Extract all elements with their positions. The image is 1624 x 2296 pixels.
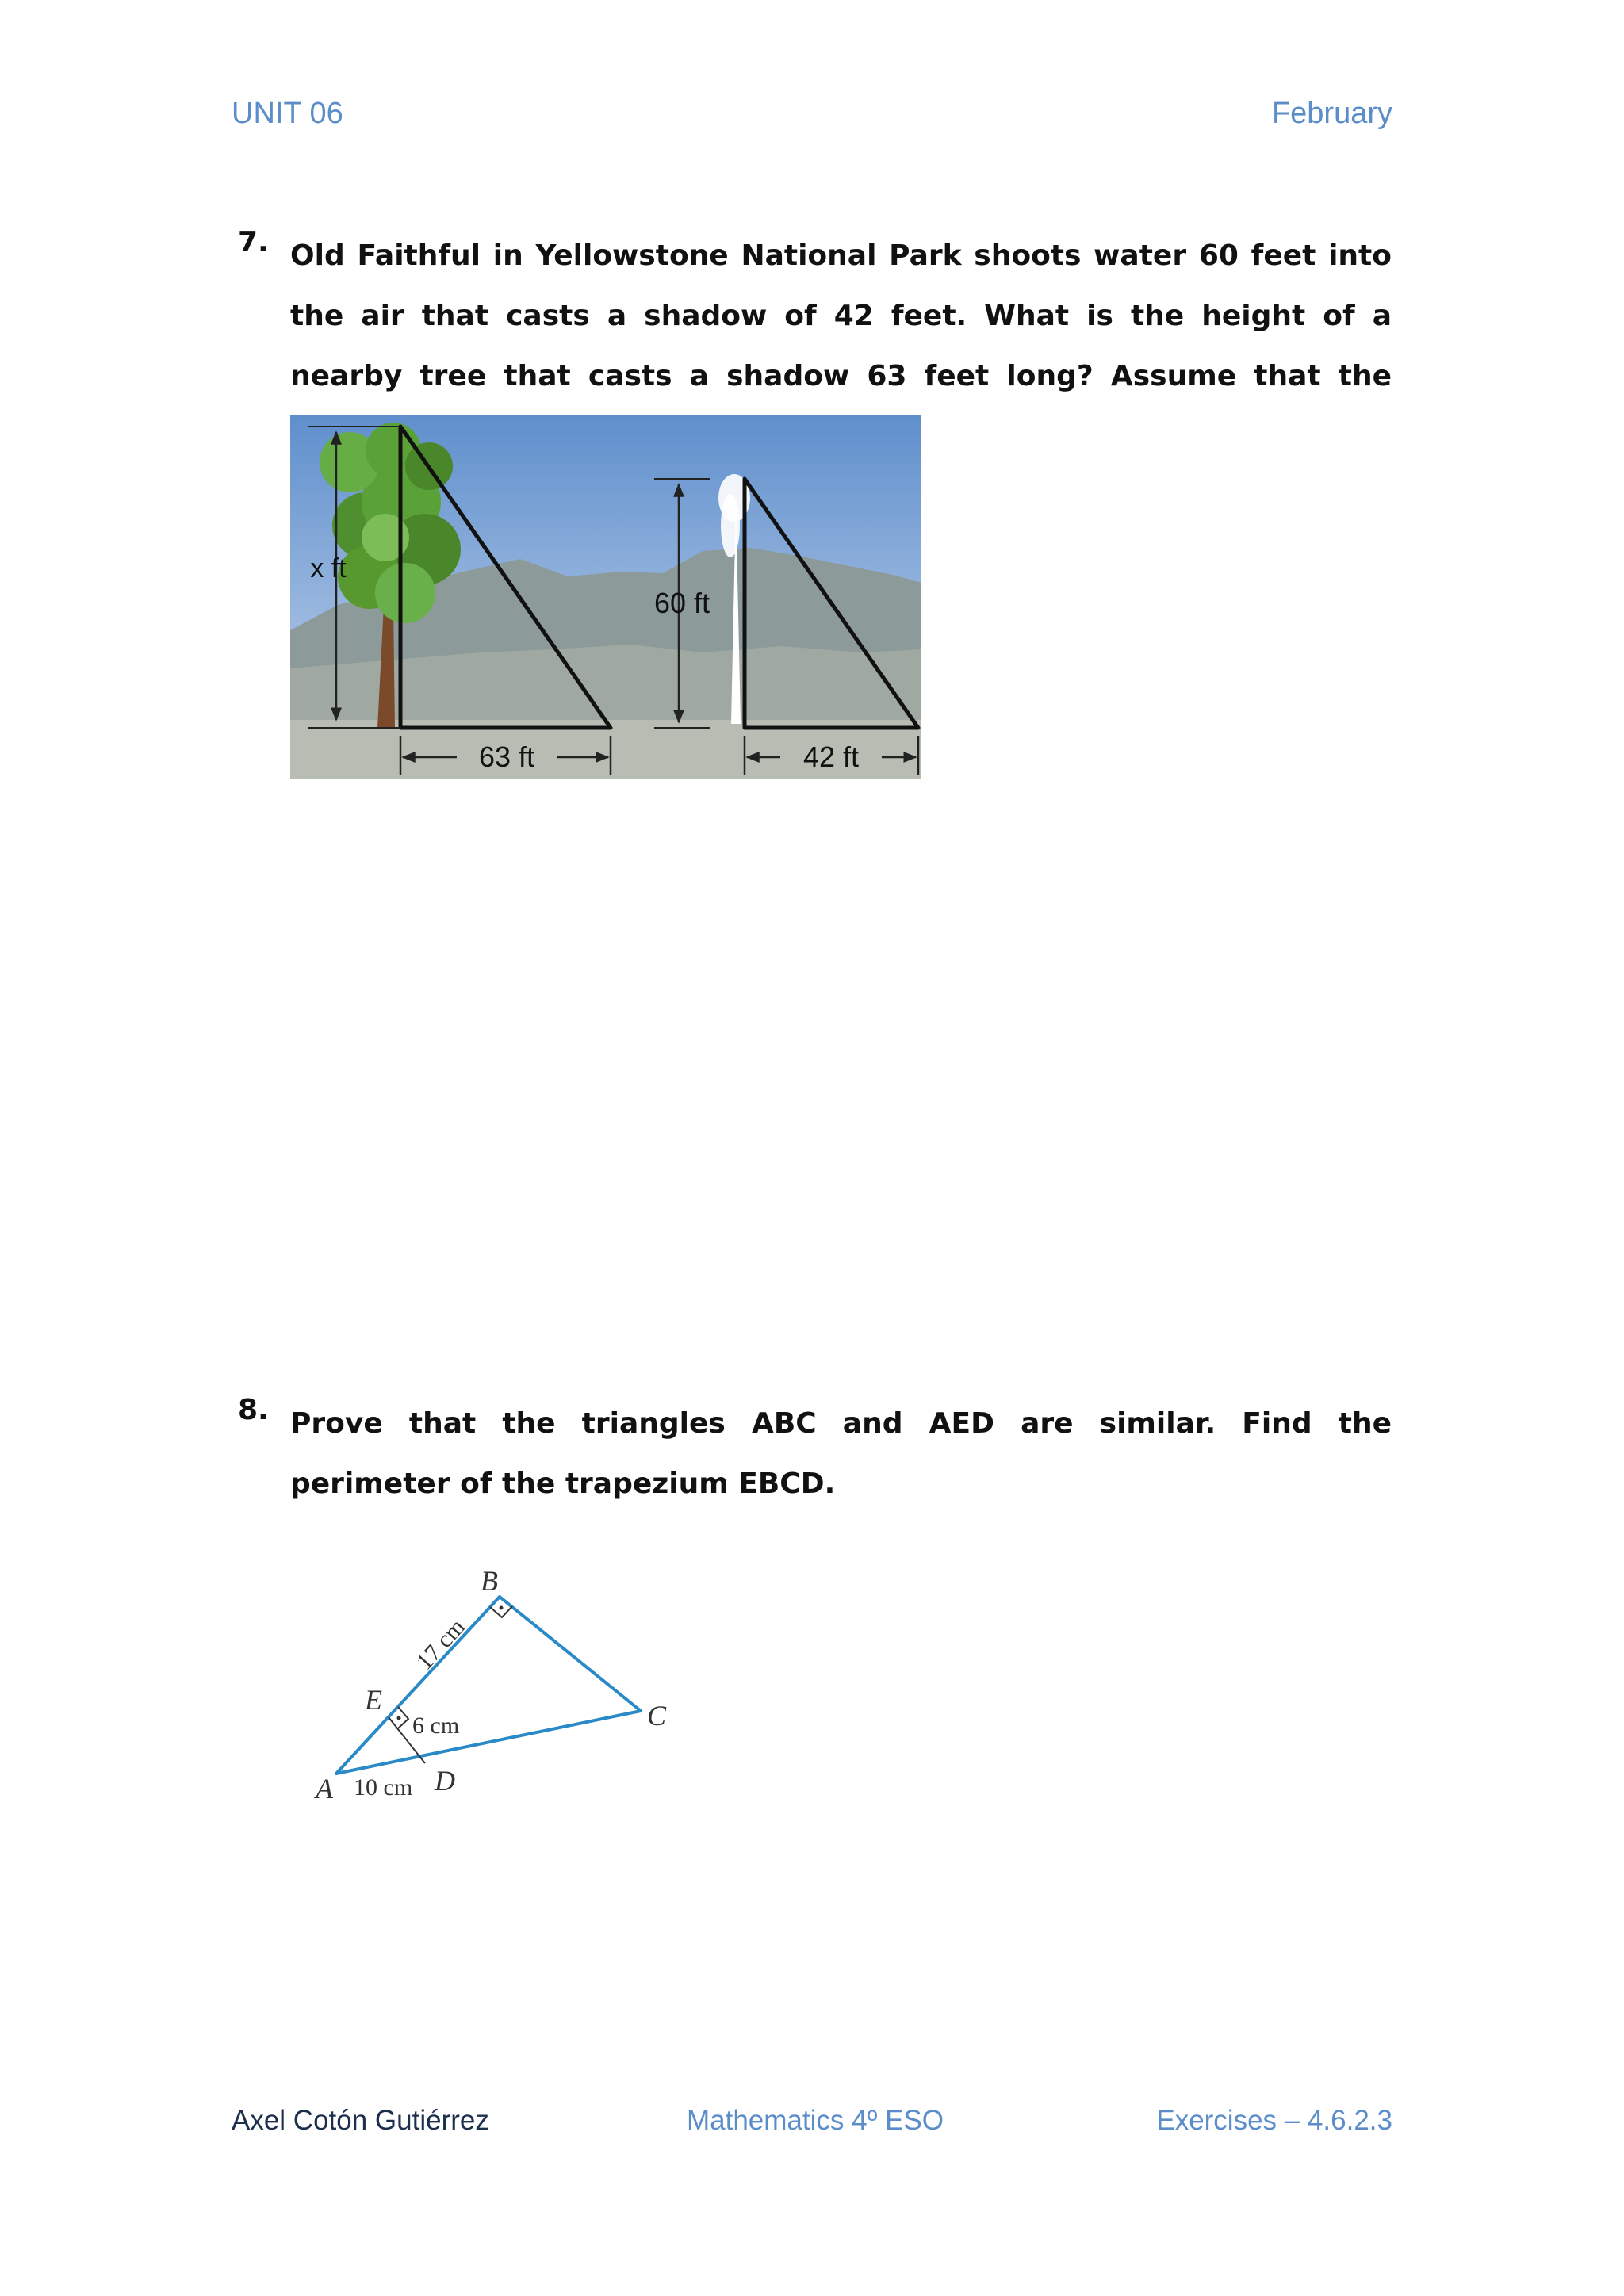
question-8 [238, 1394, 1392, 1521]
yellowstone-figure [290, 415, 921, 779]
question-7 [238, 226, 1392, 416]
vertex-C: C [647, 1700, 667, 1732]
vertex-A: A [316, 1773, 333, 1804]
label-AD: 10 cm [354, 1774, 413, 1800]
label-ED: 6 cm [412, 1712, 460, 1739]
geyser-shadow-label: 42 ft [802, 740, 860, 773]
header-unit: UNIT 06 [232, 97, 343, 130]
tree-height-label: x ft [310, 553, 347, 584]
vertex-E: E [365, 1684, 382, 1716]
header-month: February [1271, 97, 1392, 130]
vertex-B: B [481, 1565, 498, 1597]
footer-exercise-code: Exercises – 4.6.2.3 [1156, 2105, 1392, 2136]
geyser-height-label: 60 ft [653, 587, 710, 619]
question-text: Prove that the triangles ABC and AED are similar. Find the perimeter of the trapezium EBCD. [290, 1407, 1392, 1500]
tree-shadow-label: 63 ft [478, 740, 535, 773]
question-number: 8. [238, 1394, 269, 1426]
footer-author: Axel Cotón Gutiérrez [232, 2105, 489, 2136]
triangle-figure [301, 1546, 682, 1808]
label-EB: 17 cm [411, 1613, 470, 1675]
question-number: 7. [238, 226, 269, 258]
question-text: Old Faithful in Yellowstone National Park shoots water 60 feet into the air that casts a shadow of 42 feet. What is the height of a nearby tree that casts a shadow 63 feet long? Assume that the [290, 239, 1392, 392]
vertex-D: D [435, 1765, 455, 1797]
footer-subject: Mathematics 4º ESO [687, 2105, 944, 2136]
